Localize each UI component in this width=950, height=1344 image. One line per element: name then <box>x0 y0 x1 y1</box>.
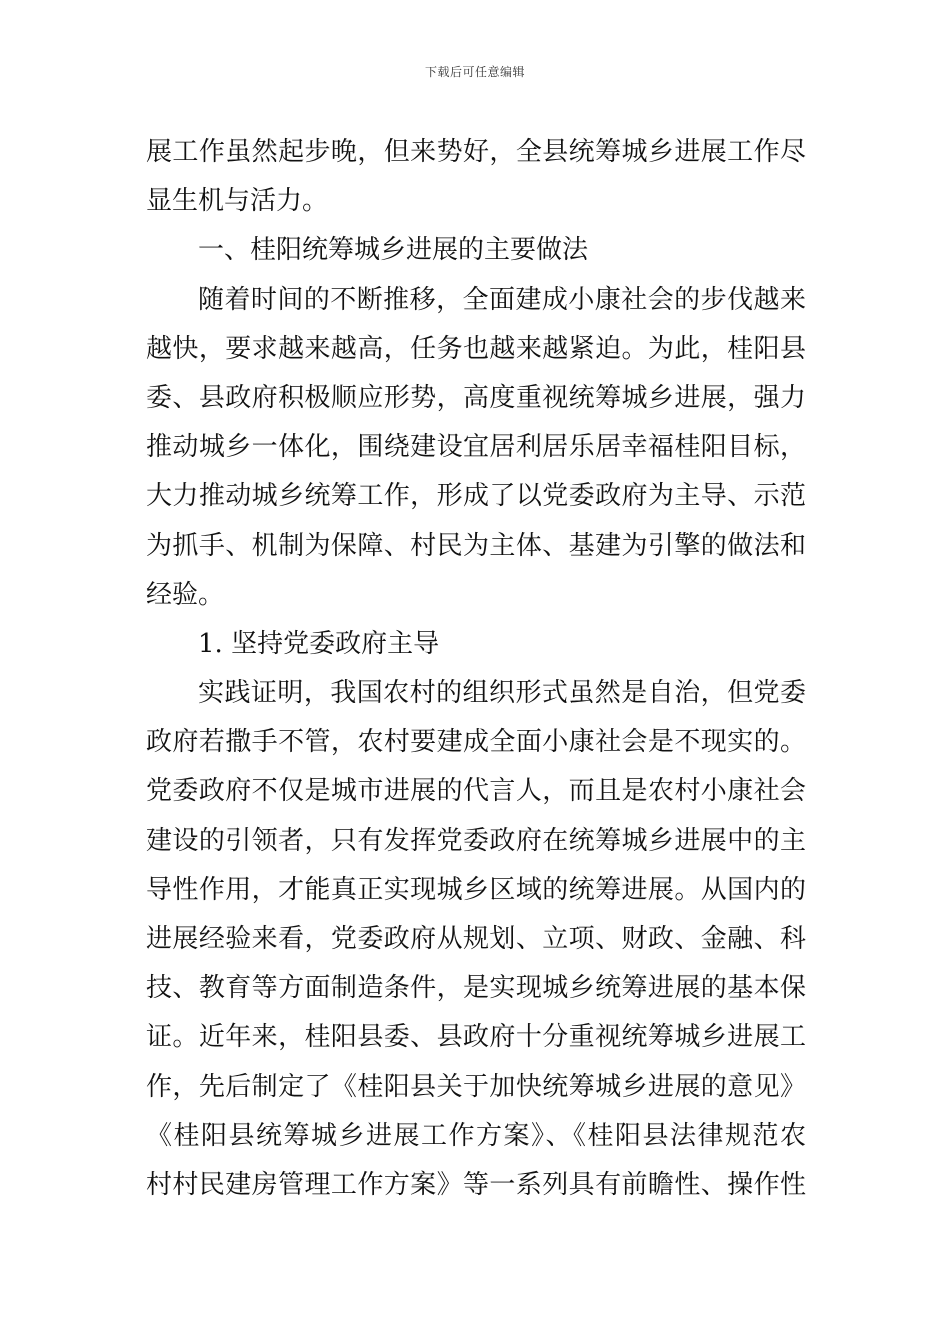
subsection-heading: 1. 坚持党委政府主导 <box>198 628 440 659</box>
text-line: 实践证明，我国农村的组织形式虽然是自治，但党委 <box>198 678 806 709</box>
text-line: 显生机与活力。 <box>146 186 329 217</box>
text-line: 《桂阳县统筹城乡进展工作方案》、《桂阳县法律规范农 <box>146 1120 806 1151</box>
text-line: 展工作虽然起步晚，但来势好，全县统筹城乡进展工作尽 <box>146 137 806 167</box>
page-header: 下载后可任意编辑 <box>424 65 525 79</box>
text-line: 随着时间的不断推移，全面建成小康社会的步伐越来 <box>198 284 806 315</box>
text-line: 越快，要求越来越高，任务也越来越紧迫。为此，桂阳县 <box>146 333 806 364</box>
text-line: 为抓手、机制为保障、村民为主体、基建为引擎的做法和 <box>146 530 806 561</box>
section-heading: 一、桂阳统筹城乡进展的主要做法 <box>198 235 589 266</box>
text-line: 建设的引领者，只有发挥党委政府在统筹城乡进展中的主 <box>146 825 806 856</box>
text-line: 党委政府不仅是城市进展的代言人，而且是农村小康社会 <box>146 776 806 807</box>
text-line: 导性作用，才能真正实现城乡区域的统筹进展。从国内的 <box>146 874 806 905</box>
text-line: 村村民建房管理工作方案》等一系列具有前瞻性、操作性 <box>146 1169 806 1200</box>
text-line: 证。近年来，桂阳县委、县政府十分重视统筹城乡进展工 <box>146 1022 806 1053</box>
text-line: 委、县政府积极顺应形势，高度重视统筹城乡进展，强力 <box>146 382 806 413</box>
text-line: 推动城乡一体化，围绕建设宜居利居乐居幸福桂阳目标， <box>146 432 806 463</box>
text-line: 作，先后制定了《桂阳县关于加快统筹城乡进展的意见》 <box>146 1071 806 1102</box>
text-line: 进展经验来看，党委政府从规划、立项、财政、金融、科 <box>146 924 806 954</box>
text-line: 政府若撒手不管，农村要建成全面小康社会是不现实的。 <box>146 727 806 758</box>
document-body <box>146 128 806 1210</box>
text-line: 经验。 <box>146 579 225 610</box>
text-line: 大力推动城乡统筹工作，形成了以党委政府为主导、示范 <box>146 481 806 512</box>
text-line: 技、教育等方面制造条件，是实现城乡统筹进展的基本保 <box>146 973 806 1004</box>
